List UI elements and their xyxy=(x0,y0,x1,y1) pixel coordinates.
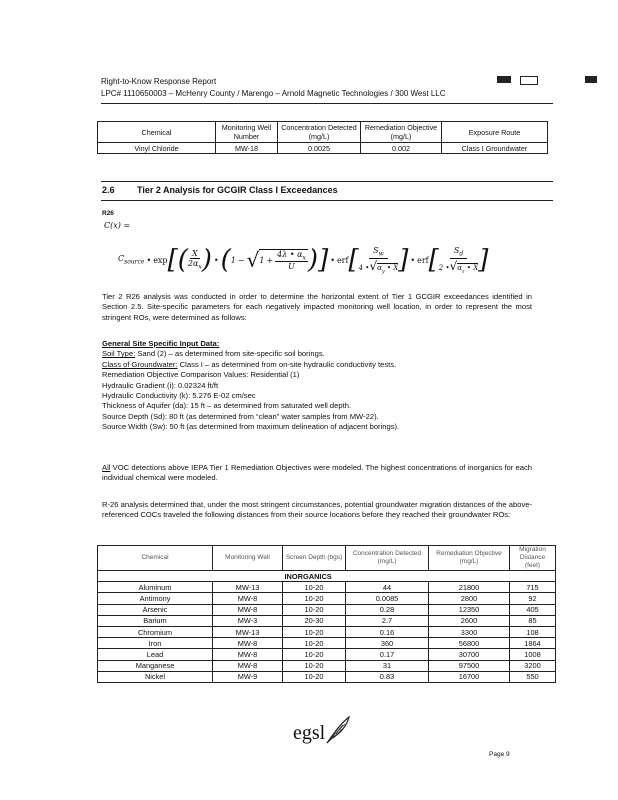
site-input-heading: General Site Specific Input Data: xyxy=(102,339,220,348)
col-well: Monitoring Well xyxy=(213,546,283,571)
migration-paragraph: R-26 analysis determined that, under the most stringent circumstances, potential groundwater migration distances of the above-referenced COCs traveled the following distances from their source locations before they reached their groundwater ROs: xyxy=(102,500,532,520)
table-header-row xyxy=(98,546,556,571)
col-chemical: Chemical xyxy=(98,546,213,571)
table-row: Chromium MW-13 10-20 0.16 3300 108 xyxy=(98,626,556,637)
section-rule xyxy=(101,181,553,182)
section-rule xyxy=(101,200,553,201)
csource: $C_{source}$ xyxy=(118,254,145,266)
col-ro: Remediation Objective (mg/L) xyxy=(361,122,442,143)
cell: Vinyl Chloride xyxy=(98,143,216,154)
site-input-block xyxy=(102,339,542,433)
group-label: INORGANICS xyxy=(283,571,429,582)
table-row: Arsenic MW-8 10-20 0.28 12350 405 xyxy=(98,604,556,615)
equation-label: R26 xyxy=(102,210,114,217)
col-well: Monitoring Well Number xyxy=(216,122,278,143)
site-input-line: Remediation Objective Comparison Values: Residential (1) xyxy=(102,370,300,380)
table-row: Nickel MW-9 10-20 0.83 16700 550 xyxy=(98,671,556,682)
table-row: Antimony MW-8 10-20 0.0085 2800 92 xyxy=(98,593,556,604)
migration-table xyxy=(97,545,556,683)
site-input-line: Source Width (Sw): 50 ft (as determined from maximum delineation of adjacent borings). xyxy=(102,422,400,432)
header-rule xyxy=(101,103,553,104)
col-ro: Remediation Objective (mg/L) xyxy=(429,546,510,571)
fraction-x-over-2ax: X $2\alpha_x$ xyxy=(187,249,202,271)
intro-paragraph: Tier 2 R26 analysis was conducted in order to determine the horizontal extent of Tier 1 GCGIR exceedances identified in Section 2.5. Site-specific parameters for each negatively impacted monitoring well location, in order to represent the most stringent ROs, were determined as follows: xyxy=(102,292,532,322)
col-concentration: Concentration Detected (mg/L) xyxy=(346,546,429,571)
report-subtitle: LPC# 1110650003 – McHenry County / Marengo – Arnold Magnetic Technologies / 300 West LLC xyxy=(101,89,446,98)
sqrt-icon: √ xyxy=(246,248,260,272)
fraction-sw: $S_w$ 4 $•√\alpha_y$ • X xyxy=(358,246,399,274)
table-row: Aluminum MW-13 10-20 44 21800 715 xyxy=(98,582,556,593)
site-input-line: Hydraulic Conductivity (k): 5.276 E-02 cm/sec xyxy=(102,391,256,401)
sqrt-body: 1 + $\frac{4\lambda • \alpha_x}{U}$ xyxy=(259,249,306,272)
table-row: Manganese MW-8 10-20 31 97500 3200 xyxy=(98,660,556,671)
table-row xyxy=(98,143,548,154)
section-number: 2.6 xyxy=(102,185,115,195)
cell: MW-18 xyxy=(216,143,278,154)
site-input-line: Source Depth (Sd): 80 ft (as determined from “clean” water samples from MW-22). xyxy=(102,411,379,421)
col-exposure: Exposure Route xyxy=(442,122,548,143)
scan-mark xyxy=(497,76,511,83)
model-paragraph: All VOC detections above IEPA Tier 1 Remediation Objectives were modeled. The highest concentrations of inorganics for each individual chemical were modeled. xyxy=(102,463,532,483)
logo-text: egsl xyxy=(293,722,326,744)
table-row: Lead MW-8 10-20 0.17 30700 1008 xyxy=(98,649,556,660)
page-number: Page 9 xyxy=(489,751,510,758)
section-title: Tier 2 Analysis for GCGIR Class I Exceedances xyxy=(137,185,338,195)
report-title: Right-to-Know Response Report xyxy=(101,77,217,86)
site-input-line: Class of Groundwater: Class I – as determined from on-site hydraulic conductivity tests. xyxy=(102,359,397,369)
site-input-line: Hydraulic Gradient (i): 0.02324 ft/ft xyxy=(102,380,219,390)
site-input-line: Thickness of Aquifer (da): 15 ft – as determined from saturated well depth. xyxy=(102,401,352,411)
scan-mark xyxy=(520,76,538,85)
feather-icon xyxy=(325,715,351,745)
table-header-row xyxy=(98,122,548,143)
scan-mark xyxy=(585,76,597,83)
egsl-logo xyxy=(293,715,351,745)
col-concentration: Concentration Detected (mg/L) xyxy=(278,122,361,143)
cell: Class I Groundwater xyxy=(442,143,548,154)
r26-equation: $C_{source}$ • exp [ ( X $2\alpha_x$ ) • ( 1 − √ 1 + $\frac{4\lambda • \alpha_x}{U}$ ) ] • erf [ $S_w$ 4 $•√\alpha_y$ • X ] • erf [ $S_d$ 2 $•√\alpha_z$ • X ] xyxy=(118,245,489,275)
group-row xyxy=(98,571,556,582)
fraction-lambda: $\frac{4\lambda • \alpha_x}{U}$ xyxy=(277,249,306,272)
cell: 0.0025 xyxy=(278,143,361,154)
exceedance-table xyxy=(97,121,548,154)
fraction-sd: $S_d$ 2 $•√\alpha_z$ • X xyxy=(438,246,479,274)
col-chemical: Chemical xyxy=(98,122,216,143)
site-input-line: Soil Type: Sand (2) – as determined from site-specific soil borings. xyxy=(102,349,325,359)
table-row: Barium MW-3 20-30 2.7 2600 85 xyxy=(98,615,556,626)
col-distance: Migration Distance (feet) xyxy=(510,546,556,571)
cell: 0.002 xyxy=(361,143,442,154)
table-row: Iron MW-8 10-20 360 56800 1864 xyxy=(98,638,556,649)
equation-lhs: C(x) = xyxy=(104,221,131,230)
col-depth: Screen Depth (bgs) xyxy=(283,546,346,571)
